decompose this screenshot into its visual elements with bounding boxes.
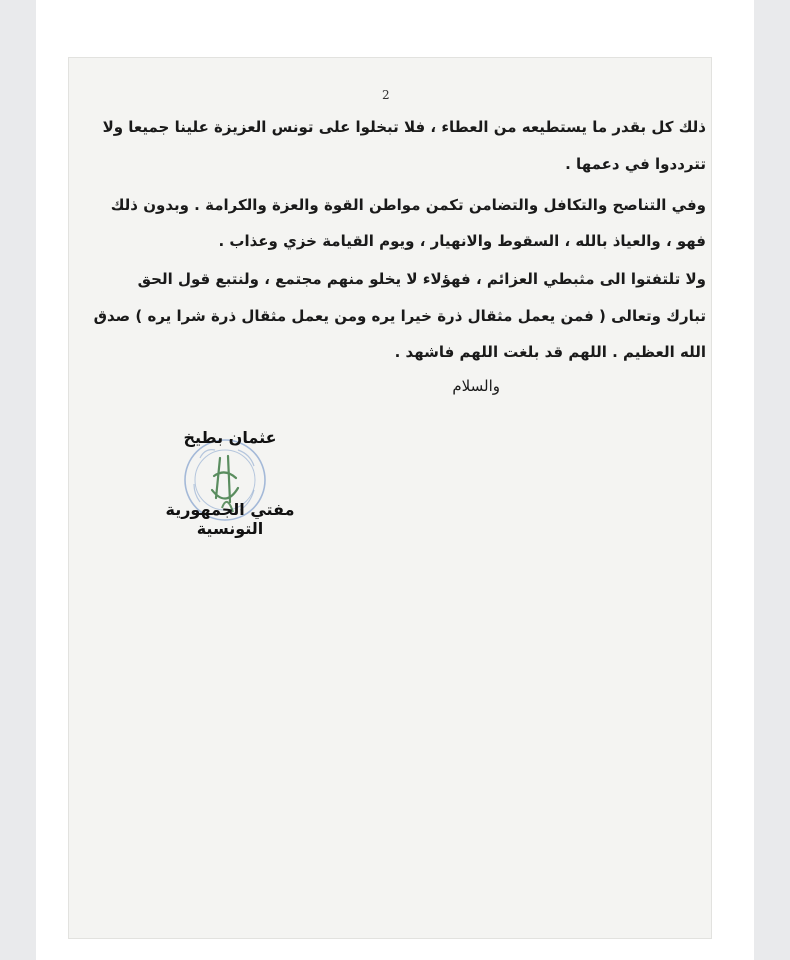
- paragraph-line: وفي التناصح والتكافل والتضامن تكمن مواطن القوة والعزة والكرامة . وبدون ذلك: [110, 196, 706, 214]
- closing-salutation: والسلام: [452, 377, 500, 395]
- paragraph-line: ذلك كل بقدر ما يستطيعه من العطاء ، فلا تبخلوا على تونس العزيزة علينا جميعا ولا: [102, 118, 706, 136]
- paragraph-line: ولا تلتفتوا الى مثبطي العزائم ، فهؤلاء لا يخلو منهم مجتمع ، ولنتبع قول الحق: [137, 270, 706, 288]
- paragraph-line: الله العظيم . اللهم قد بلغت اللهم فاشهد .: [394, 343, 706, 361]
- paragraph-line: فهو ، والعياذ بالله ، السقوط والانهيار ، ويوم القيامة خزي وعذاب .: [218, 232, 706, 250]
- paragraph-line: تبارك وتعالى ( فمن يعمل مثقال ذرة خيرا يره ومن يعمل مثقال ذرة شرا يره ) صدق: [93, 307, 706, 325]
- signatory-title: مفتي الجمهورية التونسية: [165, 500, 295, 538]
- page-number: 2: [382, 88, 390, 102]
- document-page: [69, 58, 711, 938]
- paragraph-line: تترددوا في دعمها .: [565, 155, 706, 173]
- signatory-name: عثمان بطيخ: [183, 428, 277, 447]
